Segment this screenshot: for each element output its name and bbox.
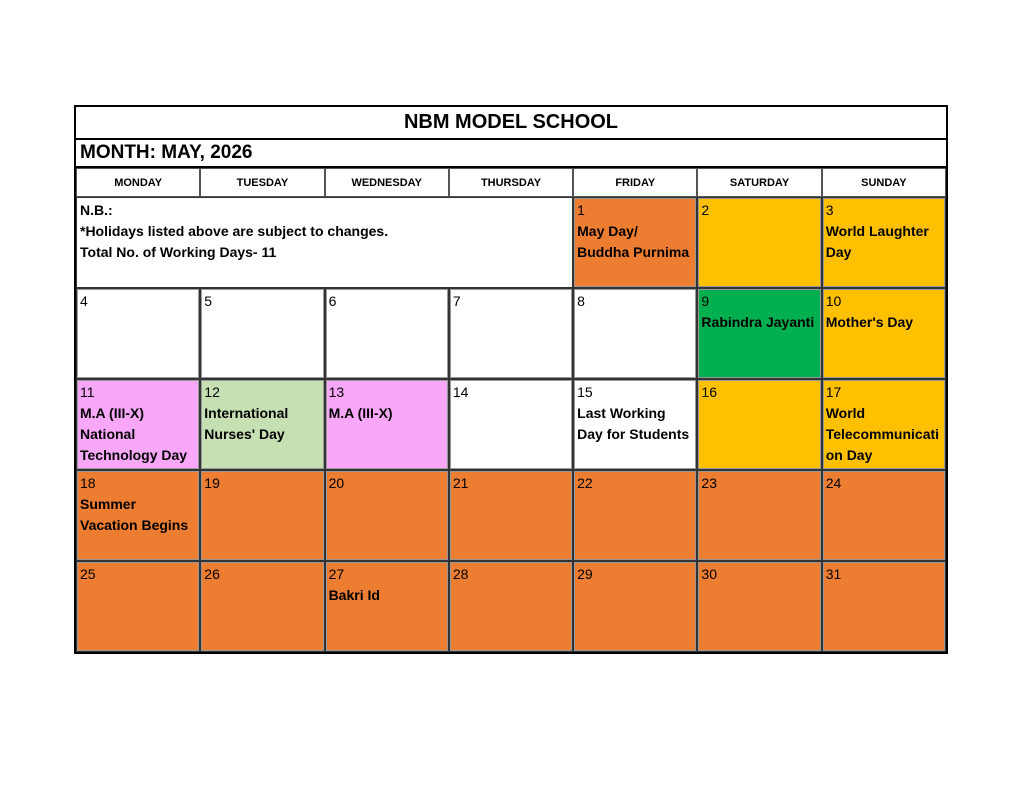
day-cell-6 [325, 288, 449, 379]
day-cell-10 [822, 288, 946, 379]
day-cell-9 [697, 288, 821, 379]
day-number: 2 [701, 202, 710, 218]
day-cell-18 [76, 470, 200, 561]
day-number: 28 [452, 566, 469, 582]
day-cell-21 [449, 470, 573, 561]
event-label: Vacation Begins [80, 517, 189, 533]
event-label: Day [825, 244, 852, 260]
day-cell-24 [822, 470, 946, 561]
day-number: 27 [328, 566, 345, 582]
notes-cell [76, 197, 573, 288]
day-cell-4 [76, 288, 200, 379]
weekday-header-friday: FRIDAY [573, 168, 697, 197]
day-number: 23 [701, 475, 717, 491]
day-number: 29 [577, 566, 593, 582]
day-number: 19 [204, 475, 220, 491]
day-number: 12 [204, 384, 220, 400]
day-number: 21 [452, 475, 469, 491]
day-number: 25 [80, 566, 96, 582]
event-label: World Laughter [825, 223, 929, 239]
event-label: M.A (III-X) [80, 405, 145, 421]
month-label: MONTH: MAY, 2026 [76, 140, 946, 168]
day-cell-27 [325, 561, 449, 652]
weekday-header-thursday: THURSDAY [449, 168, 573, 197]
day-number: 7 [452, 293, 461, 309]
day-cell-28 [449, 561, 573, 652]
event-label: National [80, 426, 136, 442]
calendar-table [74, 105, 948, 654]
weekday-header-row [76, 168, 946, 197]
event-label: Rabindra Jayanti [701, 314, 815, 330]
event-label: M.A (III-X) [328, 405, 393, 421]
weekday-header-wednesday: WEDNESDAY [325, 168, 449, 197]
day-cell-7 [449, 288, 573, 379]
note-working-days: Total No. of Working Days- 11 [80, 244, 277, 260]
day-cell-12 [200, 379, 324, 470]
day-cell-17 [822, 379, 946, 470]
day-number: 10 [825, 293, 842, 309]
day-cell-11 [76, 379, 200, 470]
weekday-header-saturday: SATURDAY [697, 168, 821, 197]
event-label: on Day [825, 447, 873, 463]
day-cell-8 [573, 288, 697, 379]
event-label: Summer [80, 496, 137, 512]
day-cell-22 [573, 470, 697, 561]
event-label: Bakri Id [328, 587, 380, 603]
day-cell-5 [200, 288, 324, 379]
day-number: 14 [452, 384, 469, 400]
day-number: 13 [328, 384, 345, 400]
day-cell-3 [822, 197, 946, 288]
calendar-grid [76, 197, 946, 652]
day-number: 6 [328, 293, 337, 309]
event-label: International [204, 405, 289, 421]
event-label: Technology Day [80, 447, 188, 463]
note-heading: N.B.: [80, 202, 113, 218]
event-label: Last Working [577, 405, 666, 421]
day-cell-31 [822, 561, 946, 652]
day-number: 16 [701, 384, 717, 400]
day-cell-20 [325, 470, 449, 561]
day-number: 1 [577, 202, 585, 218]
day-cell-15 [573, 379, 697, 470]
event-label: Telecommunicati [825, 426, 940, 442]
day-number: 9 [701, 293, 710, 309]
day-number: 18 [80, 475, 96, 491]
event-label: May Day/ [577, 223, 638, 239]
day-cell-14 [449, 379, 573, 470]
weekday-header-monday: MONDAY [76, 168, 200, 197]
day-number: 4 [80, 293, 88, 309]
day-cell-13 [325, 379, 449, 470]
day-cell-16 [697, 379, 821, 470]
day-number: 3 [825, 202, 834, 218]
day-number: 5 [204, 293, 213, 309]
weekday-header-sunday: SUNDAY [822, 168, 946, 197]
day-cell-2 [697, 197, 821, 288]
event-label: Mother's Day [825, 314, 914, 330]
event-label: World [825, 405, 866, 421]
day-cell-19 [200, 470, 324, 561]
day-cell-25 [76, 561, 200, 652]
day-number: 17 [825, 384, 842, 400]
day-number: 15 [577, 384, 593, 400]
day-cell-30 [697, 561, 821, 652]
note-holidays: *Holidays listed above are subject to changes. [80, 223, 389, 239]
day-number: 30 [701, 566, 717, 582]
day-number: 8 [577, 293, 585, 309]
weekday-header-tuesday: TUESDAY [200, 168, 324, 197]
day-number: 20 [328, 475, 345, 491]
day-cell-26 [200, 561, 324, 652]
event-label: Buddha Purnima [577, 244, 690, 260]
day-cell-23 [697, 470, 821, 561]
event-label: Nurses' Day [204, 426, 285, 442]
event-label: Day for Students [577, 426, 690, 442]
day-number: 11 [80, 384, 95, 400]
day-number: 26 [204, 566, 220, 582]
day-cell-29 [573, 561, 697, 652]
school-title: NBM MODEL SCHOOL [76, 107, 946, 140]
day-number: 31 [825, 566, 842, 582]
day-cell-1 [573, 197, 697, 288]
day-number: 22 [577, 475, 593, 491]
day-number: 24 [825, 475, 842, 491]
